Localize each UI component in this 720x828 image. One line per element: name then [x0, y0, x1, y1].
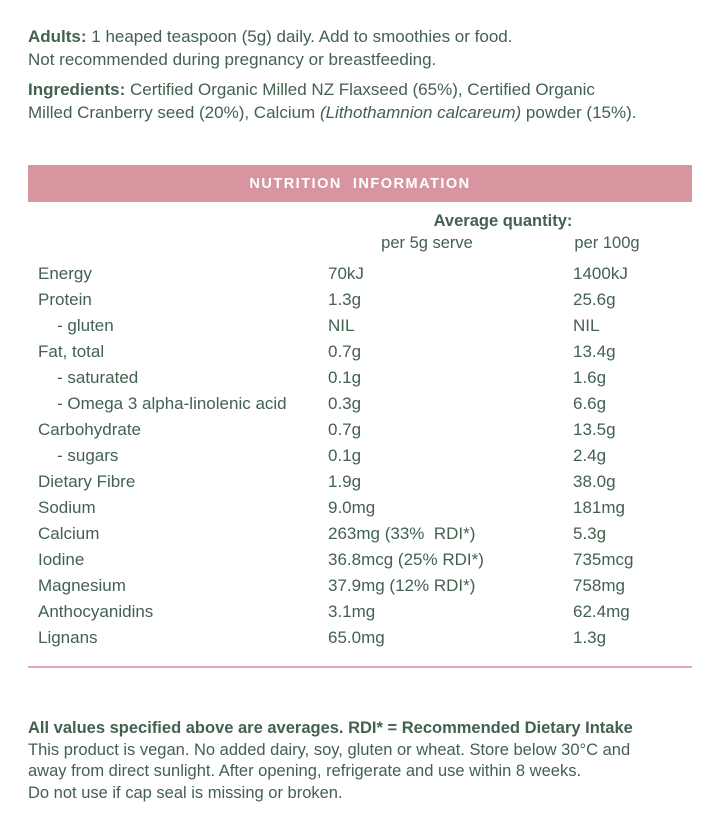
nutrient-label: Iodine: [38, 550, 85, 569]
value-per-5g: NIL: [328, 316, 355, 335]
value-per-5g: 0.7g: [328, 420, 362, 439]
value-per-100g: 62.4mg: [573, 602, 630, 621]
column-header-per-5g-serve: per 5g serve: [381, 234, 473, 252]
value-per-100g: 13.4g: [573, 342, 616, 361]
table-row-carbohydrate: [0, 417, 720, 443]
footer-storage-line-1: This product is vegan. No added dairy, soy, gluten or wheat. Store below 30°C and: [28, 740, 631, 759]
value-per-100g: 13.5g: [573, 420, 616, 439]
value-per-100g: NIL: [573, 316, 600, 335]
value-per-100g: 735mcg: [573, 550, 634, 569]
value-per-5g: 65.0mg: [328, 628, 385, 647]
nutrient-label: Lignans: [38, 628, 98, 647]
value-per-5g: 1.9g: [328, 472, 362, 491]
nutrient-label: - sugars: [57, 446, 119, 465]
ingredients-line-2: [28, 101, 688, 124]
value-per-100g: 38.0g: [573, 472, 616, 491]
table-row-dietary-fibre: [0, 469, 720, 495]
ingredients-label: Ingredients:: [28, 80, 126, 99]
table-row-protein: [0, 287, 720, 313]
value-per-5g: 9.0mg: [328, 498, 376, 517]
directions-line-2: Not recommended during pregnancy or breastfeeding.: [28, 50, 437, 69]
table-row-iodine: [0, 547, 720, 573]
footer-cap-seal-warning: Do not use if cap seal is missing or broken.: [28, 783, 343, 802]
table-row-lignans: [0, 625, 720, 651]
value-per-5g: 0.1g: [328, 446, 362, 465]
value-per-100g: 1.6g: [573, 368, 607, 387]
value-per-5g: 3.1mg: [328, 602, 376, 621]
value-per-100g: 1400kJ: [573, 264, 628, 283]
ingredients-line-1: [28, 78, 688, 101]
table-row-sodium: [0, 495, 720, 521]
value-per-100g: 758mg: [573, 576, 625, 595]
value-per-5g: 36.8mcg (25% RDI*): [328, 550, 484, 569]
nutrient-label: Anthocyanidins: [38, 602, 154, 621]
table-row-fat-total: [0, 339, 720, 365]
table-row-omega3: [0, 391, 720, 417]
ingredients-text-post: powder (15%).: [521, 103, 637, 122]
nutrient-label: Magnesium: [38, 576, 126, 595]
table-row-sugars: [0, 443, 720, 469]
value-per-5g: 0.1g: [328, 368, 362, 387]
nutrient-label: Sodium: [38, 498, 96, 517]
average-quantity-heading: Average quantity:: [433, 212, 573, 230]
ingredients-latin-name: (Lithothamnion calcareum): [319, 103, 522, 122]
value-per-100g: 181mg: [573, 498, 625, 517]
nutrient-label: - saturated: [57, 368, 139, 387]
value-per-5g: 0.7g: [328, 342, 362, 361]
value-per-100g: 2.4g: [573, 446, 607, 465]
value-per-5g: 70kJ: [328, 264, 364, 283]
value-per-5g: 0.3g: [328, 394, 362, 413]
nutrient-label: - Omega 3 alpha-linolenic acid: [57, 394, 287, 413]
column-header-per-100g: per 100g: [574, 234, 640, 252]
pink-divider-line: [28, 666, 692, 668]
nutrition-information-header-bar: NUTRITION INFORMATION: [28, 165, 692, 202]
nutrient-label: Calcium: [38, 524, 100, 543]
value-per-100g: 5.3g: [573, 524, 607, 543]
directions-line-1: [28, 25, 688, 48]
value-per-5g: 263mg (33% RDI*): [328, 524, 476, 543]
footer-section: [28, 718, 698, 804]
value-per-5g: 1.3g: [328, 290, 362, 309]
nutrient-label: Energy: [38, 264, 92, 283]
table-row-calcium: [0, 521, 720, 547]
value-per-5g: 37.9mg (12% RDI*): [328, 576, 476, 595]
nutrition-table: [0, 261, 720, 651]
value-per-100g: 6.6g: [573, 394, 607, 413]
nutrient-label: Fat, total: [38, 342, 105, 361]
nutrient-label: - gluten: [57, 316, 114, 335]
table-row-magnesium: [0, 573, 720, 599]
table-row-gluten: [0, 313, 720, 339]
ingredients-paragraph: [28, 78, 688, 124]
footer-storage-line-2: away from direct sunlight. After opening, refrigerate and use within 8 weeks.: [28, 762, 582, 780]
value-per-100g: 1.3g: [573, 628, 607, 647]
directions-label: Adults:: [28, 27, 87, 46]
table-row-saturated: [0, 365, 720, 391]
intro-section: [28, 25, 688, 124]
directions-text: 1 heaped teaspoon (5g) daily. Add to smoothies or food.: [86, 27, 513, 46]
value-per-100g: 25.6g: [573, 290, 616, 309]
directions-paragraph: [28, 25, 688, 71]
nutrient-label: Protein: [38, 290, 92, 309]
ingredients-text: Certified Organic Milled NZ Flaxseed (65%), Certified Organic: [125, 80, 595, 99]
ingredients-text-pre: Milled Cranberry seed (20%), Calcium: [28, 103, 320, 122]
footer-averages-note: All values specified above are averages. RDI* = Recommended Dietary Intake: [28, 719, 633, 737]
nutrient-label: Dietary Fibre: [38, 472, 136, 491]
nutrient-label: Carbohydrate: [38, 420, 142, 439]
table-row-energy: [0, 261, 720, 287]
table-row-anthocyanidins: [0, 599, 720, 625]
